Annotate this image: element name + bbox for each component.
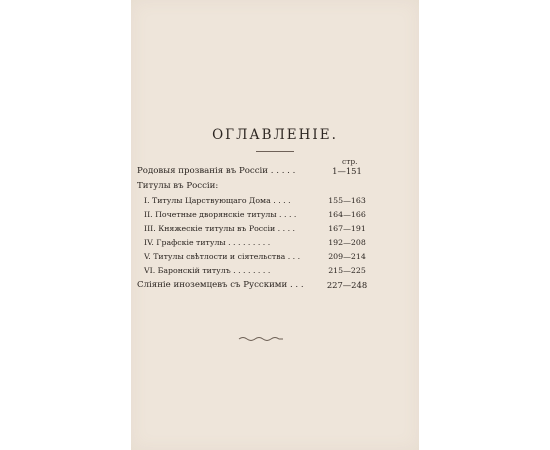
toc-entry-pages: 167—191 [328, 224, 366, 233]
toc-entry [131, 210, 419, 223]
page-title: ОГЛАВЛЕНІЕ. [212, 127, 338, 143]
toc-entry-label: I. Титулы Царствующаго Дома . . . . [144, 196, 291, 205]
toc-entry [131, 238, 419, 251]
toc-entry-label: V. Титулы свѣтлости и сіятельства . . . [144, 252, 301, 261]
toc-entry-label: Титулы въ Россіи: [137, 181, 219, 191]
toc-entry-label: II. Почетные дворянскіе титулы . . . . [144, 210, 297, 219]
toc-entry-pages: 155—163 [328, 196, 366, 205]
toc-entry-pages: 164—166 [328, 210, 366, 219]
decorative-flourish [237, 335, 285, 343]
toc-entry [131, 181, 419, 194]
toc-entry-label: III. Княжескіе титулы въ Россіи . . . . [144, 224, 296, 233]
toc-entry-label: IV. Графскіе титулы . . . . . . . . . [144, 238, 271, 247]
toc-entry [131, 266, 419, 279]
toc-entry [131, 224, 419, 237]
toc-entry-pages: 209—214 [328, 252, 366, 261]
toc-entry-pages: 1—151 [332, 166, 362, 176]
toc-entry-label: Сліяніе иноземцевъ съ Русскими . . . [137, 280, 304, 290]
toc-entry [131, 196, 419, 209]
toc-entry [131, 166, 419, 179]
toc-entry-label: VI. Баронскій титулъ . . . . . . . . [144, 266, 271, 275]
toc-entry [131, 280, 419, 293]
toc-entry-label: Родовыя прозванія въ Россіи . . . . . [137, 166, 296, 176]
toc-entry-pages: 227—248 [326, 280, 368, 290]
book-page [131, 0, 419, 450]
page-column-header: стр. [342, 157, 358, 166]
toc-entry-pages: 215—225 [328, 266, 366, 275]
toc-entry [131, 252, 419, 265]
toc-entry-pages: 192—208 [328, 238, 366, 247]
title-underline [256, 151, 294, 152]
